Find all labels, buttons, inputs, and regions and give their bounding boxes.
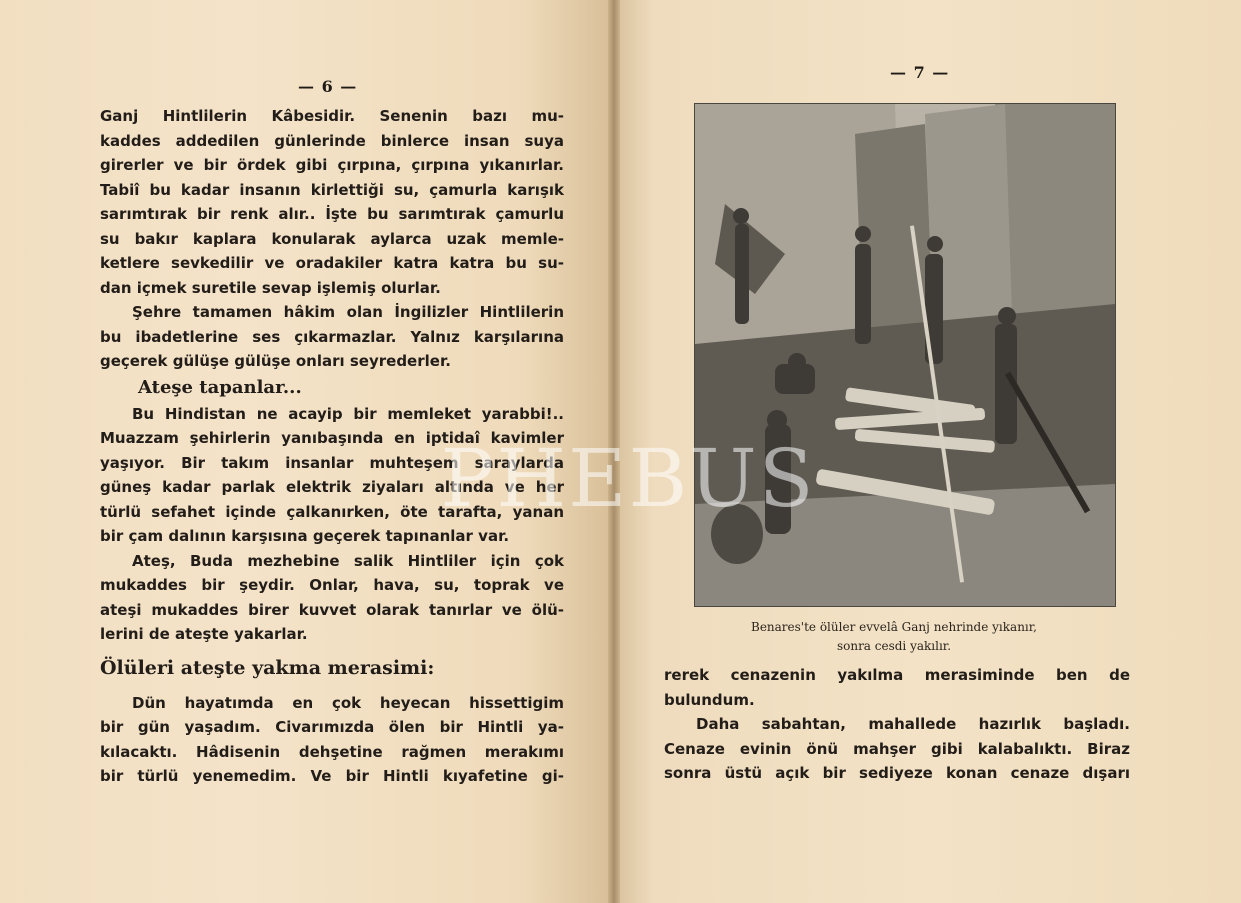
text-line: su bakır kaplara konularak aylarca uzak memle-	[100, 229, 564, 248]
text-line: ketlere sevkedilir ve oradakiler katra katra bu su-	[100, 254, 564, 272]
text-line: Ganj Hintlilerin Kâbesidir. Senenin bazı mu-	[100, 107, 564, 125]
text-line: Şehre tamamen hâkim olan İngilizler Hintlilerin	[132, 303, 564, 321]
text-line: mukaddes bir şeydir. Onlar, hava, su, toprak ve	[100, 576, 564, 594]
text-line: sarımtırak bir renk alır.. İşte bu sarımtırak çamurlu	[100, 205, 564, 223]
cremation-photo	[694, 103, 1116, 607]
text-line: Cenaze evinin önü mahşer gibi kalabalıktı. Biraz	[664, 739, 1130, 758]
text-line: Dün hayatımda en çok heyecan hissettigim	[132, 693, 564, 712]
left-page-number: — 6 —	[298, 77, 358, 96]
text-line: kaddes addedilen günlerinde binlerce insan suya	[100, 131, 564, 150]
left-page-text	[100, 104, 564, 789]
section-heading: Ateşe tapanlar...	[138, 376, 302, 398]
caption-line: sonra cesdi yakılır.	[836, 639, 952, 653]
text-line: girerler ve bir ördek gibi çırpına, çırpına yıkanırlar.	[100, 156, 564, 174]
text-line: Tabiî bu kadar insanın kirlettiği su, çamurla karışık	[100, 180, 564, 199]
text-line: bulundum.	[664, 690, 755, 709]
text-line: güneş kadar parlak elektrik ziyaları altında ve her	[100, 478, 564, 496]
text-line: yaşıyor. Bir takım insanlar muhteşem saraylarda	[100, 453, 564, 472]
photo-illustration	[695, 104, 1115, 606]
text-line: Bu Hindistan ne acayip bir memleket yarabbi!..	[132, 404, 564, 423]
text-line: lerini de ateşte yakarlar.	[100, 625, 308, 643]
right-page-text	[664, 663, 1130, 786]
text-line: bu ibadetlerine ses çıkarmazlar. Yalnız karşılarına	[100, 327, 564, 346]
text-line: türlü sefahet içinde çalkanırken, öte tarafta, yanan	[100, 502, 564, 521]
photo-caption	[694, 618, 1094, 656]
caption-line: Benares'te ölüler evvelâ Ganj nehrinde yıkanır,	[751, 620, 1037, 634]
watermark: PHEBUS	[440, 432, 816, 525]
text-line: sonra üstü açık bir sediyeze konan cenaze dışarı	[664, 764, 1130, 782]
text-line: Ateş, Buda mezhebine salik Hintliler için çok	[132, 551, 564, 570]
book-gutter	[608, 0, 620, 903]
text-line: rerek cenazenin yakılma merasiminde ben de	[664, 666, 1130, 684]
text-line: geçerek gülüşe gülüşe onları seyrederler.	[100, 352, 451, 370]
text-line: bir çam dalının karşısına geçerek tapınanlar var.	[100, 527, 510, 545]
text-line: kılacaktı. Hâdisenin dehşetine rağmen merakımı	[100, 742, 564, 761]
text-line: bir türlü yenemedim. Ve bir Hintli kıyafetine gi-	[100, 767, 564, 785]
section-heading: Ölüleri ateşte yakma merasimi:	[100, 656, 435, 679]
right-page-number: — 7 —	[890, 63, 950, 82]
text-line: Daha sabahtan, mahallede hazırlık başladı.	[696, 715, 1130, 733]
text-line: Muazzam şehirlerin yanıbaşında en iptidaî kavimler	[100, 429, 564, 447]
text-line: bir gün yaşadım. Civarımızda ölen bir Hintli ya-	[100, 718, 564, 736]
text-line: dan içmek suretile sevap işlemiş olurlar.	[100, 278, 441, 297]
text-line: ateşi mukaddes birer kuvvet olarak tanırlar ve ölü-	[100, 600, 564, 619]
